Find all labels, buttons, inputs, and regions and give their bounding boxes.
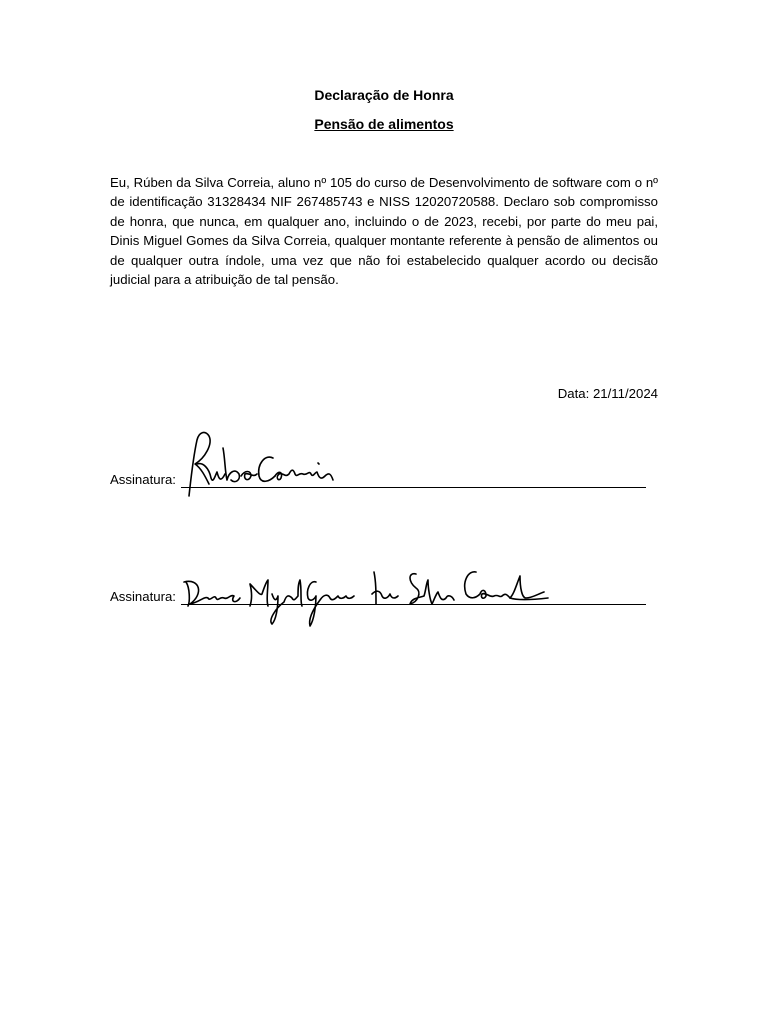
signature-image-father	[180, 558, 555, 633]
signature-label: Assinatura:	[110, 472, 176, 487]
declaration-body: Eu, Rúben da Silva Correia, aluno nº 105 do curso de Desenvolvimento de software com o nº de identificação 31328434 NIF 267485743 e NISS 12020720588. Declaro sob compromisso de honra, que nunca, em qualquer ano, incluindo o de 2023, recebi, por parte do meu pai, Dinis Miguel Gomes da Silva Correia, qualquer montante referente à pensão de alimentos ou de qualquer outra índole, uma vez que não foi estabelecido qualquer acordo ou decisão judicial para a atribuição de tal pensão.	[110, 175, 658, 288]
signature-label: Assinatura:	[110, 589, 176, 604]
document-date: Data: 21/11/2024	[557, 386, 658, 401]
document-title: Declaração de Honra	[314, 87, 454, 103]
document-subtitle: Pensão de alimentos	[314, 116, 454, 132]
signature-image-student	[183, 428, 343, 503]
